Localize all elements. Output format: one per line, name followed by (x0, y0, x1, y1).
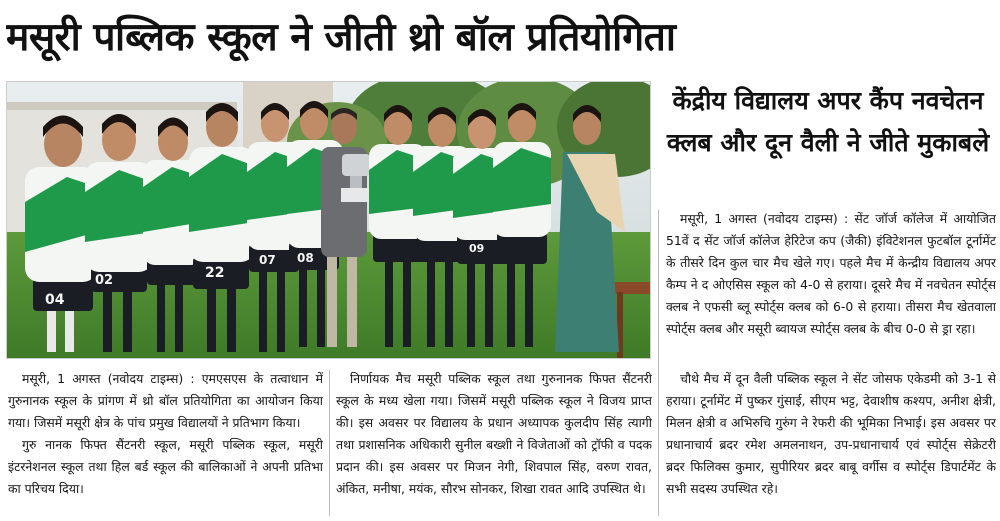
story-2-paragraph-2: चौथे मैच में दून वैली पब्लिक स्कूल ने सेंट जोसफ एकेडमी को 3-1 से हराया। टूर्नामेंट में पुष्कर गुंसाई, सीएम भट्ट, देवाशीष कश्यप, अनीश क्षेत्री, मिलन क्षेत्री व अभिरुचि गुरुंग ने रेफरी की भूमिका निभाई। इस अवसर पर प्रधानाचार्य ब्रदर रमेश अमलनाथन, उप-प्रधानाचार्य एवं स्पोर्ट्स सेक्रेटरी ब्रदर फिलिक्स कुमार, सुपीरियर ब्रदर बाबू वर्गीस व स्पोर्ट्स डिपार्टमेंट के सभी सदस्य उपस्थित रहे। (666, 371, 996, 496)
column-divider (658, 210, 659, 516)
story-1-paragraph-2: गुरु नानक फिफ्त सैंटनरी स्कूल, मसूरी पब्लिक स्कूल, मसूरी इंटरनेशनल स्कूल तथा हिल बर्ड स्कूल की बालिकाओं ने अपनी प्रतिभा का परिचय दिया। (8, 437, 323, 496)
headline: मसूरी पब्लिक स्कूल ने जीती थ्रो बॉल प्रतियोगिता (6, 15, 676, 60)
story-1-column-2 (336, 368, 652, 518)
story-2-column-bottom (666, 368, 996, 518)
subheadline: केंद्रीय विद्यालय अपर कैंप नवचेतन क्लब और दून वैली ने जीते मुकाबले (666, 86, 990, 157)
team-photo-illustration (7, 82, 651, 359)
story-1-paragraph-3: निर्णायक मैच मसूरी पब्लिक स्कूल तथा गुरुनानक फिफ्त सैंटनरी स्कूल के मध्य खेला गया। जिसमें मसूरी पब्लिक स्कूल ने विजय प्राप्त की। इस अवसर पर विद्यालय के प्रधान अध्यापक कुलदीप सिंह त्यागी तथा प्रशासनिक अधिकारी सुनील बख्शी ने विजेताओं को ट्रॉफी व पदक प्रदान की। इस अवसर पर मिजन नेगी, शिवपाल सिंह, वरुण रावत, अंकित, मनीषा, मयंक, सौरभ सोनकर, शिखा रावत आदि उपस्थित थे। (336, 371, 652, 496)
story-2-column-top (666, 208, 996, 363)
jersey-number: 04 (45, 292, 65, 308)
team-photo (6, 81, 651, 359)
jersey-number: 22 (205, 265, 225, 281)
story-1-column-1 (8, 368, 323, 518)
jersey-number: 02 (95, 273, 114, 288)
jersey-number: 08 (297, 251, 314, 265)
jersey-number: 07 (259, 253, 276, 267)
story-1-paragraph-1: मसूरी, 1 अगस्त (नवोदय टाइम्स) : एमएसएस के तत्वाधान में गुरुनानक स्कूल के प्रांगण में थ्रो बॉल प्रतियोगिता का आयोजन किया गया। जिसमें मसूरी क्षेत्र के पांच प्रमुख विद्यालयों ने प्रतिभाग किया। (8, 371, 323, 430)
jersey-number: 09 (469, 242, 485, 255)
column-divider (329, 370, 330, 516)
story-2-paragraph-1: मसूरी, 1 अगस्त (नवोदय टाइम्स) : सेंट जॉर्ज कॉलेज में आयोजित 51वें द सेंट जॉर्ज कॉलेज हेरिटेज कप (जैकी) इंविटेशनल फुटबॉल टूर्नामेंट के तीसरे दिन कुल चार मैच खेले गए। पहले मैच में केन्द्रीय विद्यालय अपर कैम्प ने द ओएसिस स्कूल को 4-0 से हराया। दूसरे मैच में नवचेतन स्पोर्ट्स क्लब ने एफसी ब्लू स्पोर्ट्स क्लब को 6-0 से हराया। तीसरा मैच खेतवाला स्पोर्ट्स क्लब और मसूरी ब्वायज स्पोर्ट्स क्लब के बीच 0-0 से ड्रा रहा। (666, 211, 996, 336)
